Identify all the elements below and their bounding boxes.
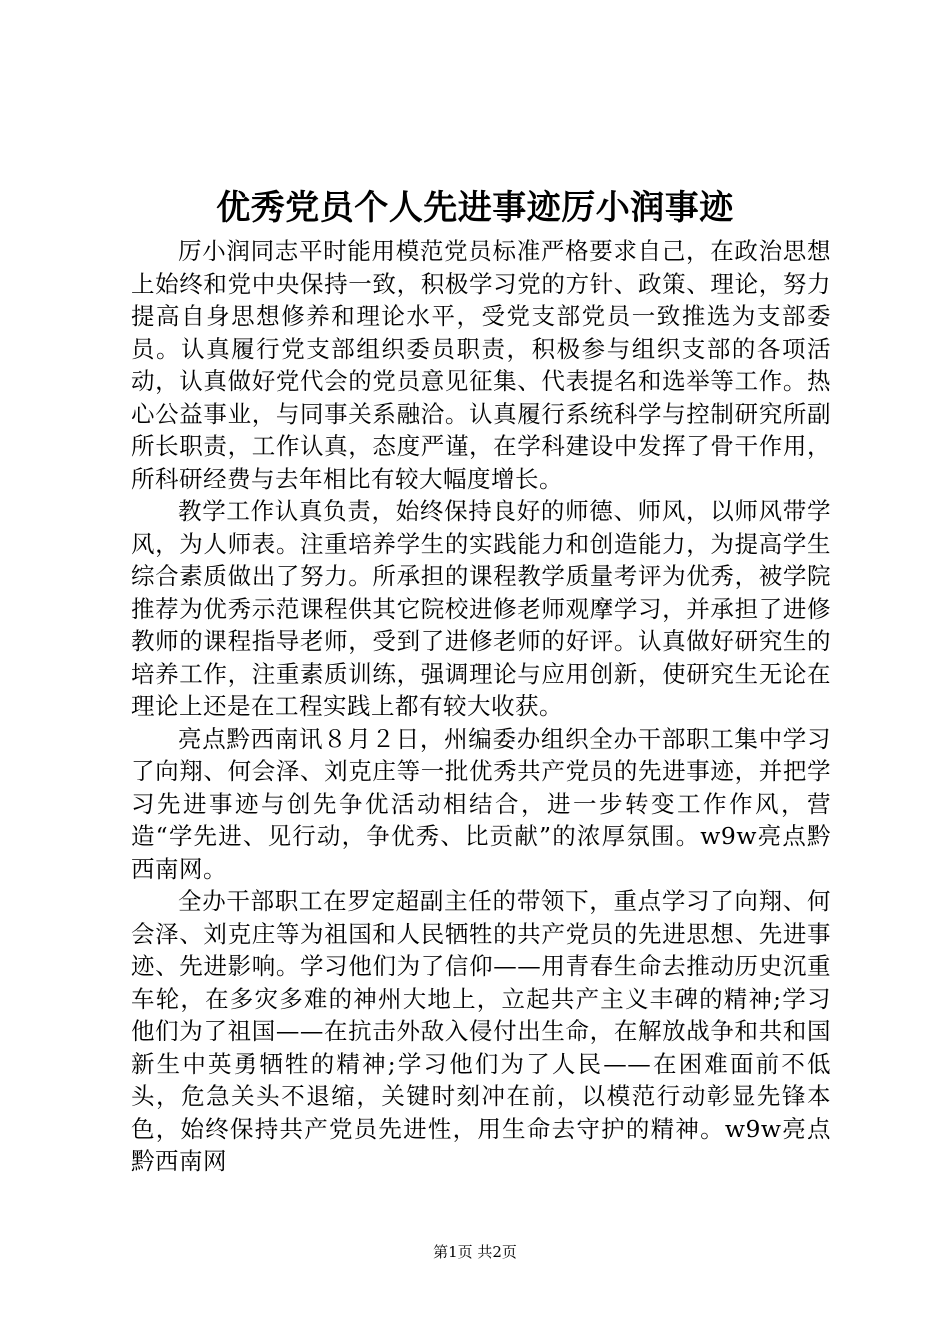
paragraph-2: 教学工作认真负责，始终保持良好的师德、师风，以师风带学风，为人师表。注重培养学生的实践能力和创造能力，为提高学生综合素质做出了努力。所承担的课程教学质量考评为优秀，被学院推荐为优秀示范课程供其它院校进修老师观摩学习，并承担了进修教师的课程指导老师，受到了进修老师的好评。认真做好研究生的培养工作，注重素质训练，强调理论与应用创新，使研究生无论在理论上还是在工程实践上都有较大收获。 (131, 497, 831, 720)
paragraph-4: 全办干部职工在罗定超副主任的带领下，重点学习了向翔、何会泽、刘克庄等为祖国和人民牺牲的共产党员的先进思想、先进事迹、先进影响。学习他们为了信仰——用青春生命去推动历史沉重车轮，在多灾多难的神州大地上，立起共产主义丰碑的精神;学习他们为了祖国——在抗击外敌入侵付出生命，在解放战争和共和国新生中英勇牺牲的精神;学习他们为了人民——在困难面前不低头，危急关头不退缩，关键时刻冲在前，以模范行动彰显先锋本色，始终保持共产党员先进性，用生命去守护的精神。w9w亮点黔西南网 (131, 887, 831, 1175)
paragraph-3: 亮点黔西南讯８月２日，州编委办组织全办干部职工集中学习了向翔、何会泽、刘克庄等一批优秀共产党员的先进事迹，并把学习先进事迹与创先争优活动相结合，进一步转变工作作风，营造“学先进、见行动，争优秀、比贡献”的浓厚氛围。w9w亮点黔西南网。 (131, 724, 831, 883)
paragraph-1: 厉小润同志平时能用模范党员标准严格要求自己，在政治思想上始终和党中央保持一致，积极学习党的方针、政策、理论，努力提高自身思想修养和理论水平，受党支部党员一致推选为支部委员。认真履行党支部组织委员职责，积极参与组织支部的各项活动，认真做好党代会的党员意见征集、代表提名和选举等工作。热心公益事业，与同事关系融洽。认真履行系统科学与控制研究所副所长职责，工作认真，态度严谨，在学科建设中发挥了骨干作用，所科研经费与去年相比有较大幅度增长。 (131, 237, 831, 493)
document-body (131, 235, 831, 1178)
document-title: 优秀党员个人先进事迹厉小润事迹 (216, 188, 734, 228)
page-number-footer: 第1页 共2页 (433, 1243, 517, 1261)
